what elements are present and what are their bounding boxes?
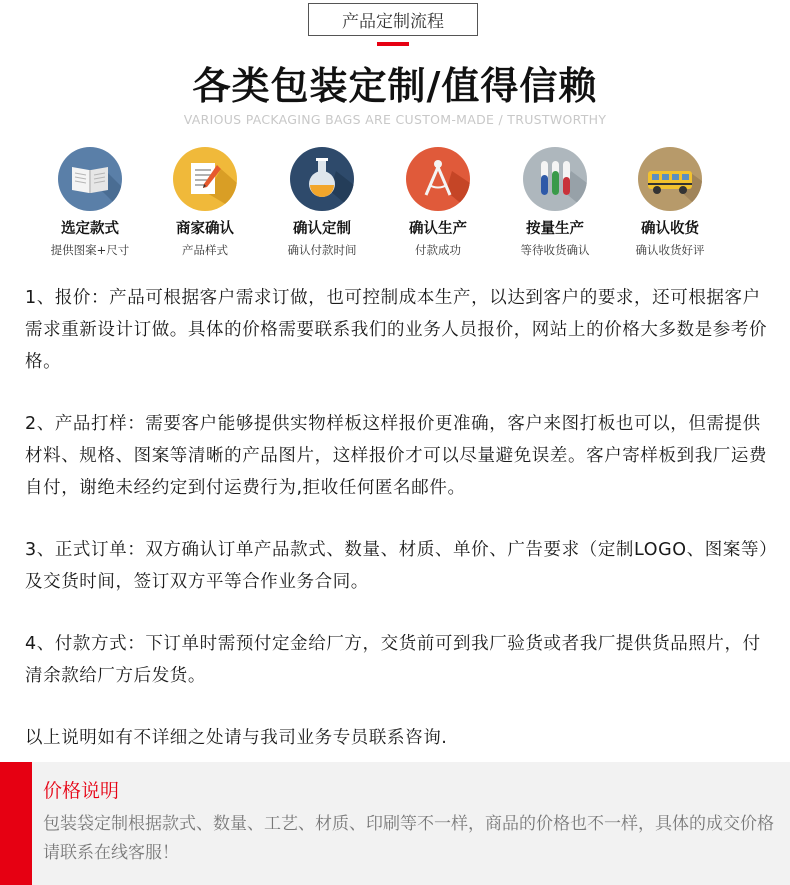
page-subtitle: VARIOUS PACKAGING BAGS ARE CUSTOM-MADE / TRUSTWORTHY xyxy=(183,112,607,127)
step-select-style xyxy=(30,147,150,258)
step-confirm-production xyxy=(378,147,498,258)
process-tag: 产品定制流程 xyxy=(308,3,478,36)
document-pencil-icon xyxy=(173,147,237,211)
step-merchant-confirm xyxy=(145,147,265,258)
price-note-text: 包装袋定制根据款式、数量、工艺、材质、印刷等不一样，商品的价格也不一样，具体的成交价格请联系在线客服！ xyxy=(43,814,774,863)
step-title: 按量生产 xyxy=(526,221,584,237)
step-subtitle: 付款成功 xyxy=(415,243,461,257)
price-note-box xyxy=(0,762,790,885)
flask-icon xyxy=(290,147,354,211)
payment-paragraph: 4、付款方式：下订单时需预付定金给厂方，交货前可到我厂验货或者我厂提供货品照片，付清余款给厂方后发货。 xyxy=(25,634,761,686)
page-title: 各类包装定制/值得信赖 xyxy=(192,64,598,108)
bus-icon xyxy=(638,147,702,211)
step-title: 商家确认 xyxy=(176,221,234,237)
book-icon xyxy=(58,147,122,211)
quote-paragraph: 1、报价：产品可根据客户需求订做，也可控制成本生产，以达到客户的要求，还可根据客户需求重新设计订做。具体的价格需要联系我们的业务人员报价，网站上的价格大多数是参考价格。 xyxy=(25,288,768,372)
step-subtitle: 确认付款时间 xyxy=(287,243,357,257)
step-title: 确认定制 xyxy=(293,221,351,237)
step-subtitle: 产品样式 xyxy=(182,243,228,257)
test-tubes-icon xyxy=(523,147,587,211)
step-title: 确认收货 xyxy=(641,221,699,237)
order-paragraph: 3、正式订单：双方确认订单产品款式、数量、材质、单价、广告要求（定制LOGO、图案等）及交货时间，签订双方平等合作业务合同。 xyxy=(25,540,769,592)
step-mass-production xyxy=(495,147,615,258)
price-note-accent-bar xyxy=(0,762,32,885)
contact-paragraph: 以上说明如有不详细之处请与我司业务专员联系咨询. xyxy=(25,728,448,748)
step-subtitle: 等待收货确认 xyxy=(520,243,590,257)
step-subtitle: 提供图案+尺寸 xyxy=(50,243,130,257)
terms-section xyxy=(25,282,770,784)
price-note-title: 价格说明 xyxy=(43,780,120,802)
sampling-paragraph: 2、产品打样：需要客户能够提供实物样板这样报价更准确，客户来图打板也可以，但需提供材料、规格、图案等清晰的产品图片，这样报价才可以尽量避免误差。客户寄样板到我厂运费自付，谢绝未经约定到付运费行为,拒收任何匿名邮件。 xyxy=(25,414,768,498)
accent-divider xyxy=(377,42,409,46)
step-title: 选定款式 xyxy=(61,221,119,237)
step-confirm-receipt xyxy=(610,147,730,258)
step-confirm-custom xyxy=(262,147,382,258)
process-steps xyxy=(30,147,760,257)
step-title: 确认生产 xyxy=(409,221,467,237)
step-subtitle: 确认收货好评 xyxy=(635,243,705,257)
compass-icon xyxy=(406,147,470,211)
